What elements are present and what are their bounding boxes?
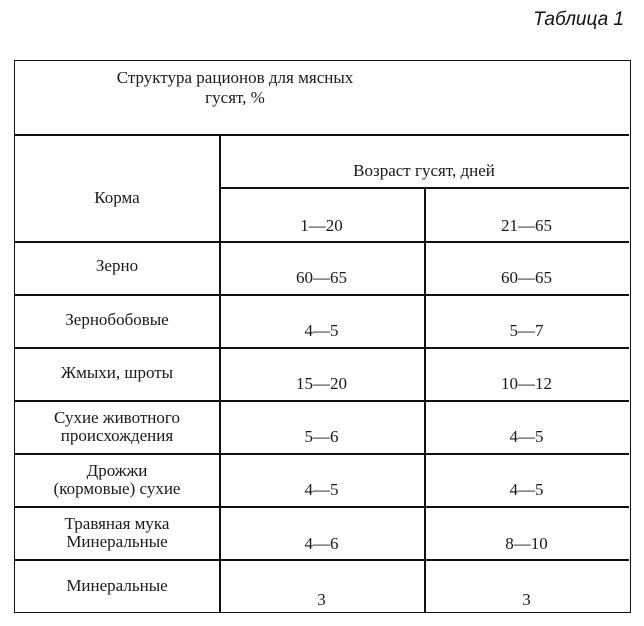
row-value-col-2: 5—7 — [509, 321, 544, 340]
header-feed: Корма — [94, 188, 140, 207]
row-name — [15, 577, 219, 595]
row-name-line: Минеральные — [66, 576, 168, 595]
grid-line — [15, 347, 629, 349]
row-name-line: Зернобобовые — [65, 310, 169, 329]
grid-line — [15, 134, 629, 136]
grid-line — [15, 294, 629, 296]
grid-line — [15, 453, 629, 455]
row-name — [15, 364, 219, 382]
row-name — [15, 311, 219, 329]
grid-line — [15, 559, 629, 561]
table-title — [15, 68, 455, 108]
row-value-col-1: 4—5 — [304, 321, 339, 340]
row-value-col-1: 15—20 — [296, 374, 347, 393]
grid-line — [15, 506, 629, 508]
row-value-col-1: 60—65 — [296, 268, 347, 287]
header-col-1: 1—20 — [300, 216, 343, 235]
row-name — [15, 257, 219, 275]
grid-line — [15, 241, 629, 243]
row-name-line: происхождения — [60, 426, 174, 445]
row-name-line: Жмыхи, шроты — [60, 363, 174, 382]
row-name-line: (кормовые) сухие — [53, 479, 181, 498]
row-name — [15, 515, 219, 551]
row-value-col-1: 4—6 — [304, 534, 339, 553]
row-value-col-2: 4—5 — [509, 480, 544, 499]
row-name — [15, 462, 219, 498]
row-value-col-1: 3 — [317, 590, 326, 609]
row-name-line: Травяная мука — [64, 514, 170, 533]
row-value-col-1: 5—6 — [304, 427, 339, 446]
header-col-2: 21—65 — [501, 216, 552, 235]
row-value-col-2: 60—65 — [501, 268, 552, 287]
grid-line — [15, 400, 629, 402]
ration-table — [14, 60, 631, 613]
row-name-line: Зерно — [95, 256, 139, 275]
row-value-col-2: 8—10 — [505, 534, 548, 553]
table-caption: Таблица 1 — [533, 9, 624, 30]
row-name-line: Сухие животного — [54, 408, 180, 427]
table-title-line: гусят, % — [205, 88, 265, 107]
table-title-line: Структура рационов для мясных — [116, 68, 354, 87]
row-value-col-2: 3 — [522, 590, 531, 609]
row-value-col-2: 10—12 — [501, 374, 552, 393]
row-name-line: Минеральные — [66, 532, 168, 551]
row-name-line: Дрожжи — [86, 461, 148, 480]
header-age: Возраст гусят, дней — [353, 161, 495, 180]
row-name — [15, 409, 219, 445]
row-value-col-1: 4—5 — [304, 480, 339, 499]
row-value-col-2: 4—5 — [509, 427, 544, 446]
